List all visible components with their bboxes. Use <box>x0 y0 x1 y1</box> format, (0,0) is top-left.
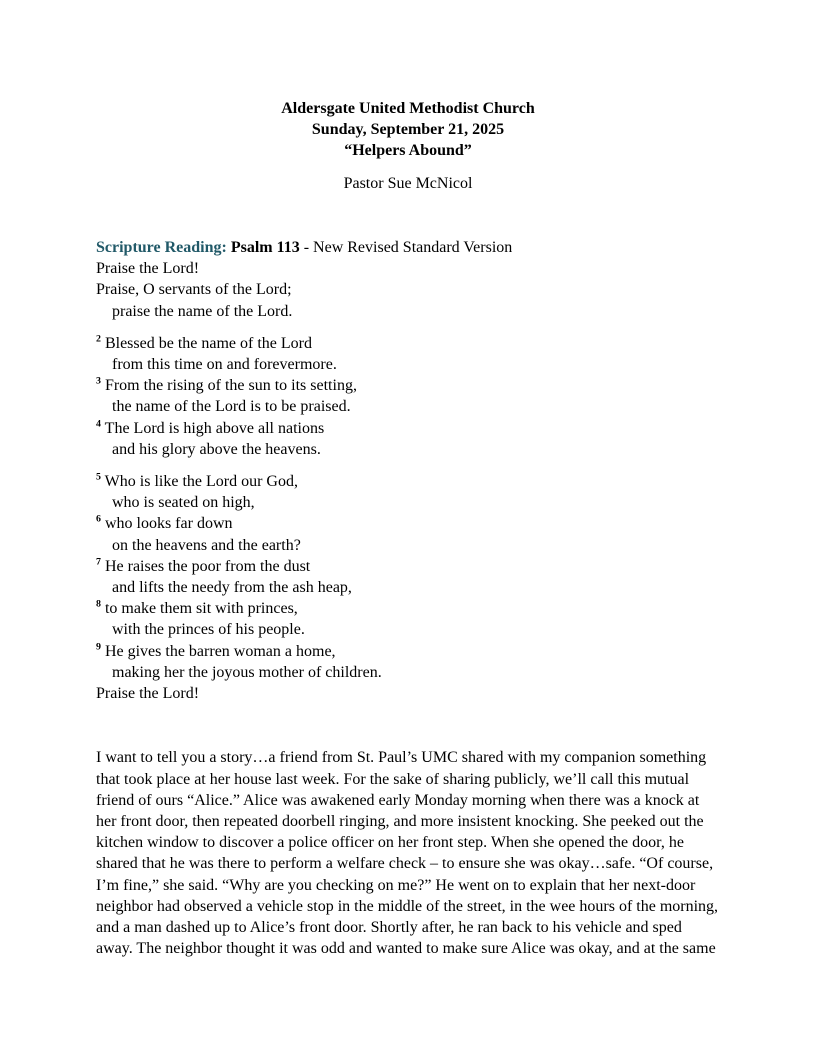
blank-line <box>96 715 720 747</box>
verse-number: 5 <box>96 471 101 483</box>
verse-number: 2 <box>96 333 101 345</box>
psalm-line: with the princes of his people. <box>112 621 305 639</box>
header-church-name: Aldersgate United Methodist Church <box>281 100 535 117</box>
psalm-line: from this time on and forevermore. <box>112 356 337 374</box>
psalm-line: making her the joyous mother of children. <box>112 663 382 681</box>
verse-number: 3 <box>96 375 101 387</box>
scripture-heading <box>96 237 720 258</box>
psalm-line: and his glory above the heavens. <box>112 440 321 458</box>
verse-number: 7 <box>96 556 101 568</box>
scripture-reading-label: Scripture Reading: <box>96 239 227 256</box>
verse-number: 8 <box>96 598 101 610</box>
psalm-line: $^2$ Blessed be the name of the Lord <box>96 333 312 352</box>
verse-number: 9 <box>96 641 101 653</box>
scripture-version: - New Revised Standard Version <box>303 239 513 256</box>
psalm-line: praise the name of the Lord. <box>112 302 293 320</box>
psalm-line: $^5$ Who is like the Lord our God, <box>96 471 298 491</box>
psalm-line: who is seated on high, <box>112 494 255 512</box>
psalm-line: $^4$ The Lord is high above all nations <box>96 418 325 437</box>
psalm-line: $^9$ He gives the barren woman a home, <box>96 641 336 660</box>
psalm-stanza-3 <box>96 471 720 704</box>
sermon-paragraph: I want to tell you a story…a friend from St. Paul’s UMC shared with my companion something that took place at her house last week. For the sake of sharing publicly, we’ll call this mutual friend of ours “Alice.” Alice was awakened early Monday morning when there was a knock at her front door, then repeated doorbell ringing, and more insistent knocking. She peeked out the kitchen window to discover a police officer on her front step. When she opened the door, he shared that he was there to perform a welfare check – to ensure she was okay…safe. “Of course, I’m fine,” she said. “Why are you checking on me?” He went on to explain that her next-door neighbor had observed a vehicle stop in the middle of the street, in the wee hours of the morning, and a man dashed up to Alice’s front door. Shortly after, he ran back to his vehicle and sped away. The neighbor thought it was odd and wanted to make sure Alice was okay, and at the same <box>96 749 719 958</box>
blank-line <box>96 205 720 237</box>
psalm-line: Praise the Lord! <box>96 685 200 703</box>
verse-number: 4 <box>96 418 101 430</box>
header-sermon-title: “Helpers Abound” <box>344 142 472 160</box>
verse-number: 6 <box>96 514 101 526</box>
psalm-line: $^7$ He raises the poor from the dust <box>96 556 311 575</box>
psalm-stanza-1 <box>96 237 720 322</box>
psalm-line: $^8$ to make them sit with princes, <box>96 598 298 618</box>
psalm-line: Praise, O servants of the Lord; <box>96 281 292 299</box>
psalm-lines-group-1 <box>96 258 720 322</box>
scripture-reference: Psalm 113 <box>230 239 300 256</box>
document-header <box>96 98 720 162</box>
pastor-name: Pastor Sue McNicol <box>343 174 473 192</box>
psalm-line: Praise the Lord! <box>96 260 200 278</box>
header-service-date: Sunday, September 21, 2025 <box>311 121 505 139</box>
psalm-stanza-2 <box>96 333 720 460</box>
psalm-line: $^3$ From the rising of the sun to its setting, <box>96 375 357 395</box>
psalm-line: on the heavens and the earth? <box>112 536 301 554</box>
psalm-line: the name of the Lord is to be praised. <box>112 398 351 416</box>
psalm-line: and lifts the needy from the ash heap, <box>112 579 352 597</box>
psalm-line: $^6$ who looks far down <box>96 514 233 533</box>
